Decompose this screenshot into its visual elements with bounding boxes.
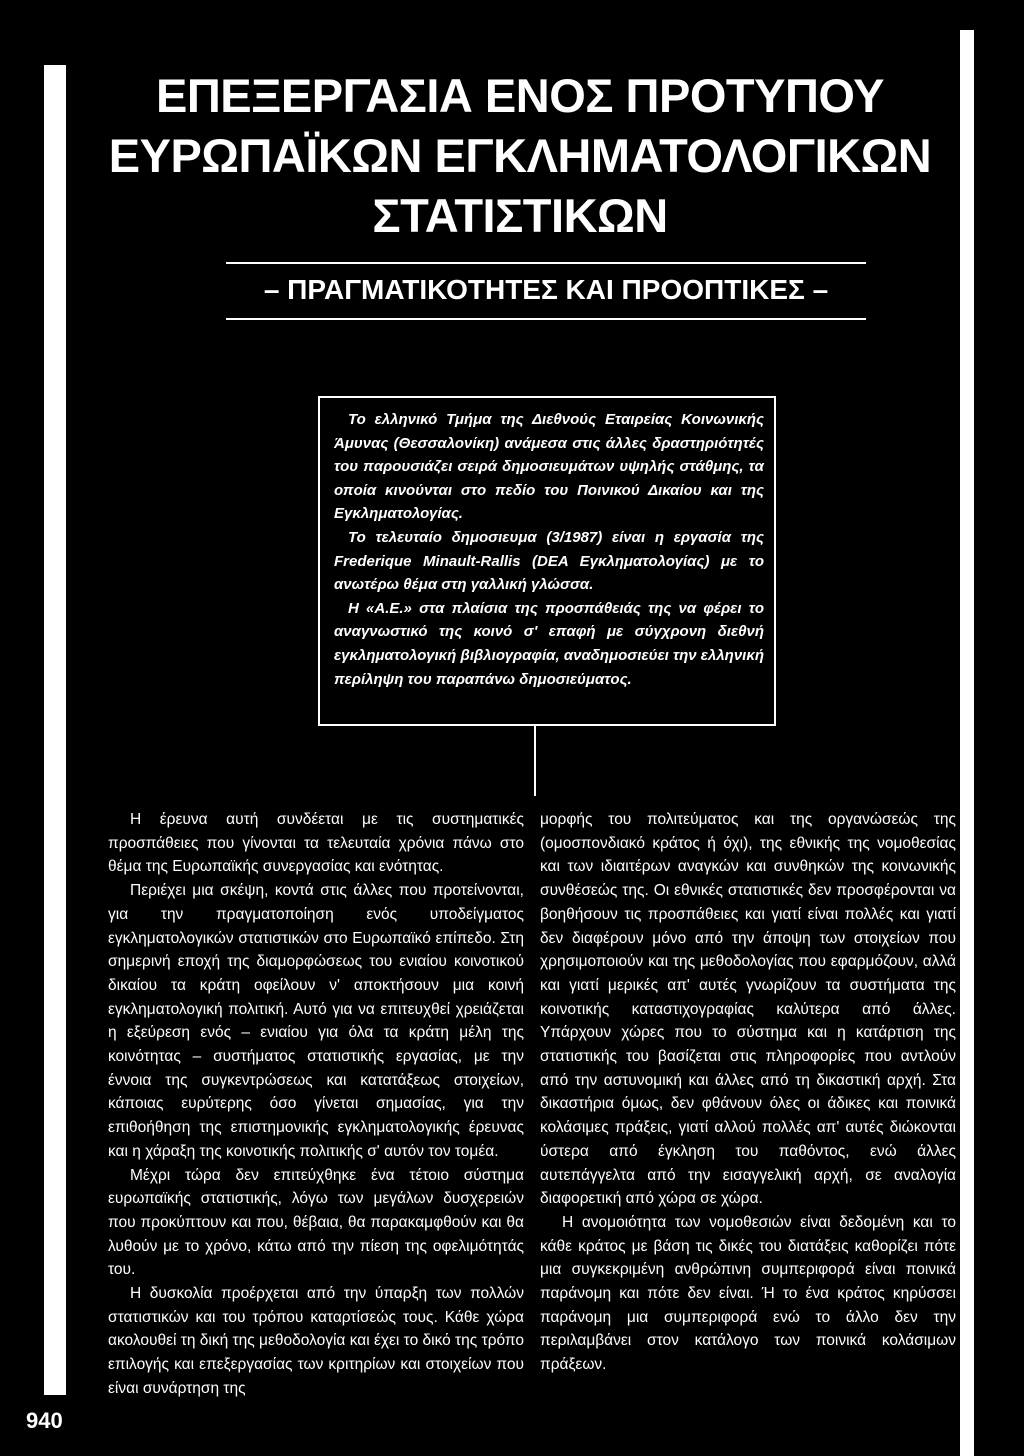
left-margin-rule [44, 65, 66, 1395]
abstract-paragraph: Το τελευταίο δημοσιευμα (3/1987) είναι η εργασία της Frederique Minault-Rallis (DEA Εγκληματολογίας) με το ανωτέρω θέμα στη γαλλική γλώσσα. [334, 528, 764, 594]
abstract-paragraph: Το ελληνικό Τμήμα της Διεθνούς Εταιρείας Κοινωνικής Άμυνας (Θεσσαλονίκη) ανάμεσα στις άλλες δραστηριότητές του παρουσιάζει σειρά δημοσιευμάτων υψηλής στάθμης, τα οποία κινούνται στο πεδίο του Ποινικού Δικαίου και της Εγκληματολογίας. [334, 411, 764, 523]
article-subtitle: – ΠΡΑΓΜΑΤΙΚΟΤΗΤΕΣ ΚΑΙ ΠΡΟΟΠΤΙΚΕΣ – [263, 274, 829, 305]
abstract-connector-rule [534, 726, 536, 796]
page-number: 940 [26, 1408, 63, 1433]
body-column-left [108, 808, 524, 1401]
body-column-right [540, 808, 956, 1377]
body-paragraph: μορφής του πολιτεύματος και της οργανώσεώς της (ομοσπονδιακό κράτος ή όχι), της εθνικής της νομοθεσίας και των ιδιαιτέρων αναγκών και συνθηκών της κοινωνικής συνθέσεώς της. Οι εθνικές στατιστικές δεν προσφέρονται να βοηθήσουν τις προσπάθειες και γιατί είναι πολλές και γιατί δεν διαφέρουν μόνο από την άποψη των στοιχείων που χρησιμοποιούν και της μεθοδολογίας που εφαρμόζουν, αλλά και γιατί μερικές απ' αυτές γνωρίζουν τα συστήματα της κοινοτικής καταστιχογραφίας καλύτερα από άλλες. Υπάρχουν χώρες που το σύστημα και η κατάρτιση της στατιστικής του βασίζεται στις πληροφορίες που αντλούν από την αστυνομική και άλλες από τη δικαστική αρχή. Στα δικαστήρια όμως, δεν φθάνουν όλες οι άδικες και ποινικά κολάσιμες πράξεις, γιατί αλλού πολλές απ' αυτές διώκονται ύστερα από έγκληση του παθόντος, ενώ άλλες αυτεπάγγελτα από την εισαγγελική αρχή, σε αναλογία διαφορετική από χώρα σε χώρα. [540, 811, 956, 1208]
body-paragraph: Περιέχει μια σκέψη, κοντά στις άλλες που προτείνονται, για την πραγματοποίηση ενός υποδείγματος εγκληματολογικών στατιστικών στο Ευρωπαϊκό επίπεδο. Στη σημερινή εποχή της διαμορφώσεως του ενιαίου κοινοτικού δικαίου τα κράτη οφείλουν ν' αποκτήσουν μια κοινή εγκληματολογική πολιτική. Αυτό για να επιτευχθεί χρειάζεται η εξεύρεση ενός – ενιαίου για όλα τα κράτη μέλη της κοινότητας – συστήματος στατιστικής εργασίας, με την έννοια της συγκεντρώσεως και κατατάξεως στοιχείων, κάποιας ευρύτερης όσο γίνεται σημασίας, για την επιθοήθηση της επιστημονικής εγκληματολογικής έρευνας και η χάραξη της κοινοτικής πολιτικής σ' αυτόν τον τομέα. [108, 882, 524, 1160]
article-title: ΕΠΕΞΕΡΓΑΣΙΑ ΕΝΟΣ ΠΡΟΤΥΠΟΥ ΕΥΡΩΠΑΪΚΩΝ ΕΓΚΛΗΜΑΤΟΛΟΓΙΚΩΝ ΣΤΑΤΙΣΤΙΚΩΝ [108, 69, 932, 242]
body-paragraph: Η δυσκολία προέρχεται από την ύπαρξη των πολλών στατιστικών και του τρόπου καταρτίσεώς τους. Κάθε χώρα ακολουθεί τη δική της μεθοδολογία και έχει το δικό της τρόπο επιλογής και επεξεργασίας των κριτηρίων και στοιχείων που είναι συνάρτηση της [108, 1285, 525, 1397]
body-paragraph: Η έρευνα αυτή συνδέεται με τις συστηματικές προσπάθειες που γίνονται τα τελευταία χρόνια πάνω στο θέμα της Ευρωπαϊκής συνεργασίας και ενότητας. [108, 811, 524, 876]
right-margin-rule [960, 30, 974, 1456]
body-paragraph: Μέχρι τώρα δεν επιτεύχθηκε ένα τέτοιο σύστημα ευρωπαϊκής στατιστικής, λόγω των μεγάλων δυσχερειών που προκύπτουν και που, θέβαια, θα παρακαμφθούν και θα λυθούν με το χρόνο, κάτω από την πίεση της οφελιμότητάς του. [108, 1166, 524, 1279]
abstract-paragraph: Η «Α.Ε.» στα πλαίσια της προσπάθειάς της να φέρει το αναγνωστικό της κοινό σ' επαφή με σύγχρονη διεθνή εγκληματολογική βιβλιογραφία, αναδημοσιεύει την ελληνική περίληψη του παραπάνω δημοσιεύματος. [334, 599, 764, 688]
subtitle-bottom-rule [226, 318, 866, 320]
subtitle-block [226, 262, 866, 320]
body-paragraph: Η ανομοιότητα των νομοθεσιών είναι δεδομένη και το κάθε κράτος με βάση τις δικές του διατάξεις καθορίζει πότε μια συγκεκριμένη ανθρώπινη συμπεριφορά είναι ποινικά παράνομη και πότε δεν είναι. Ή το ένα κράτος κηρύσσει παράνομη μια συμπεριφορά ενώ το άλλο δεν την περιλαμβάνει στον κατάλογο των ποινικά κολάσιμων πράξεων. [540, 1213, 956, 1374]
abstract-text [334, 408, 764, 691]
subtitle-top-rule [226, 262, 866, 264]
